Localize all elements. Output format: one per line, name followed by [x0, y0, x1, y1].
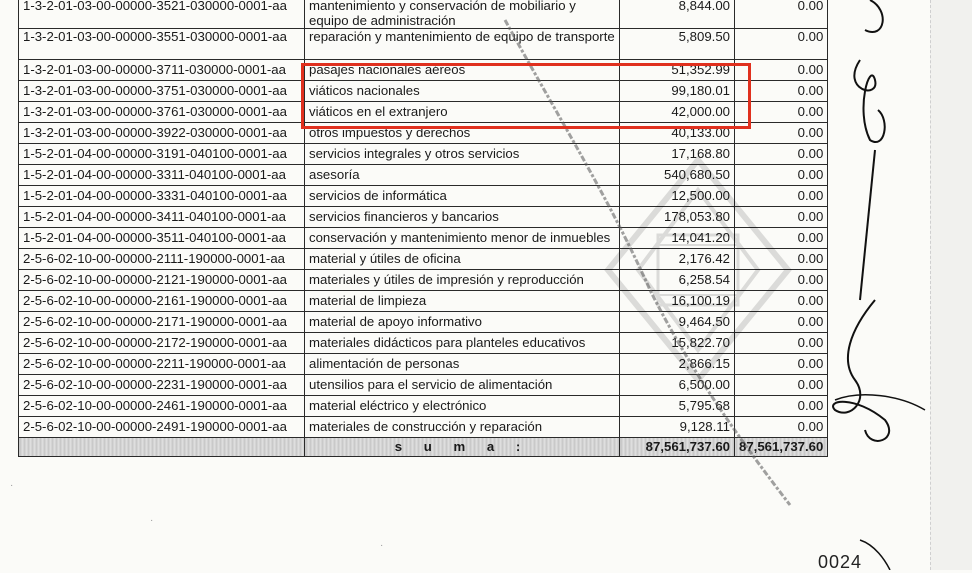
- ledger-row: [19, 144, 828, 165]
- previous-amount-cell: 0.00: [735, 29, 828, 60]
- ledger-row: [19, 123, 828, 144]
- previous-amount-cell: 0.00: [735, 417, 828, 438]
- page-edge-strip: [930, 0, 972, 570]
- previous-amount-cell: 0.00: [735, 102, 828, 123]
- scan-speck: ·: [380, 540, 384, 551]
- amount-cell: 5,809.50: [620, 29, 735, 60]
- amount-cell: 5,795.68: [620, 396, 735, 417]
- ledger-row: [19, 333, 828, 354]
- previous-amount-cell: 0.00: [735, 0, 828, 29]
- account-code-cell: 1-3-2-01-03-00-00000-3922-030000-0001-aa: [19, 123, 305, 144]
- amount-cell: 99,180.01: [620, 81, 735, 102]
- ledger-row: [19, 81, 828, 102]
- amount-cell: 178,053.80: [620, 207, 735, 228]
- previous-amount-cell: 0.00: [735, 144, 828, 165]
- sum-spacer-cell: [19, 438, 305, 457]
- ledger-row: [19, 291, 828, 312]
- previous-amount-cell: 0.00: [735, 249, 828, 270]
- amount-cell: 540,680.50: [620, 165, 735, 186]
- previous-amount-cell: 0.00: [735, 186, 828, 207]
- description-cell: servicios de informática: [305, 186, 620, 207]
- description-cell: alimentación de personas: [305, 354, 620, 375]
- ledger-row: [19, 396, 828, 417]
- ledger-row: [19, 312, 828, 333]
- amount-cell: 14,041.20: [620, 228, 735, 249]
- ledger-row: [19, 375, 828, 396]
- amount-cell: 16,100.19: [620, 291, 735, 312]
- sum-row: [19, 438, 828, 457]
- amount-cell: 6,500.00: [620, 375, 735, 396]
- account-code-cell: 1-3-2-01-03-00-00000-3711-030000-0001-aa: [19, 60, 305, 81]
- description-cell: material de limpieza: [305, 291, 620, 312]
- description-cell: reparación y mantenimiento de equipo de transporte: [305, 29, 620, 60]
- amount-cell: 40,133.00: [620, 123, 735, 144]
- account-code-cell: 1-5-2-01-04-00-00000-3311-040100-0001-aa: [19, 165, 305, 186]
- ledger-row: [19, 207, 828, 228]
- previous-amount-cell: 0.00: [735, 123, 828, 144]
- handwritten-signature: [830, 0, 930, 570]
- account-code-cell: 1-3-2-01-03-00-00000-3751-030000-0001-aa: [19, 81, 305, 102]
- description-cell: servicios integrales y otros servicios: [305, 144, 620, 165]
- previous-amount-cell: 0.00: [735, 165, 828, 186]
- account-code-cell: 2-5-6-02-10-00-00000-2111-190000-0001-aa: [19, 249, 305, 270]
- scan-speck: ·: [150, 515, 154, 526]
- account-code-cell: 1-3-2-01-03-00-00000-3521-030000-0001-aa: [19, 0, 305, 29]
- ledger-row: [19, 29, 828, 60]
- sum-label-cell: s u m a :: [305, 438, 620, 457]
- description-cell: asesoría: [305, 165, 620, 186]
- account-code-cell: 1-5-2-01-04-00-00000-3331-040100-0001-aa: [19, 186, 305, 207]
- amount-cell: 51,352.99: [620, 60, 735, 81]
- previous-amount-cell: 0.00: [735, 207, 828, 228]
- previous-amount-cell: 0.00: [735, 354, 828, 375]
- description-cell: conservación y mantenimiento menor de inmuebles: [305, 228, 620, 249]
- ledger-row: [19, 102, 828, 123]
- amount-cell: 17,168.80: [620, 144, 735, 165]
- ledger-row: [19, 165, 828, 186]
- amount-cell: 42,000.00: [620, 102, 735, 123]
- description-cell: servicios financieros y bancarios: [305, 207, 620, 228]
- account-code-cell: 2-5-6-02-10-00-00000-2161-190000-0001-aa: [19, 291, 305, 312]
- ledger-body: [19, 0, 828, 457]
- account-code-cell: 1-5-2-01-04-00-00000-3191-040100-0001-aa: [19, 144, 305, 165]
- amount-cell: 2,866.15: [620, 354, 735, 375]
- amount-cell: 12,500.00: [620, 186, 735, 207]
- description-cell: viáticos nacionales: [305, 81, 620, 102]
- previous-amount-cell: 0.00: [735, 228, 828, 249]
- ledger-row: [19, 186, 828, 207]
- ledger-row: [19, 417, 828, 438]
- amount-cell: 15,822.70: [620, 333, 735, 354]
- description-cell: materiales didácticos para planteles educativos: [305, 333, 620, 354]
- account-code-cell: 2-5-6-02-10-00-00000-2121-190000-0001-aa: [19, 270, 305, 291]
- scan-speck: ·: [10, 480, 14, 491]
- description-cell: material de apoyo informativo: [305, 312, 620, 333]
- account-code-cell: 1-3-2-01-03-00-00000-3761-030000-0001-aa: [19, 102, 305, 123]
- description-cell: materiales y útiles de impresión y reproducción: [305, 270, 620, 291]
- previous-amount-cell: 0.00: [735, 396, 828, 417]
- page-number: 0024: [818, 552, 863, 572]
- sum-amount-cell: 87,561,737.60: [620, 438, 735, 457]
- previous-amount-cell: 0.00: [735, 291, 828, 312]
- amount-cell: 2,176.42: [620, 249, 735, 270]
- previous-amount-cell: 0.00: [735, 270, 828, 291]
- amount-cell: 6,258.54: [620, 270, 735, 291]
- ledger-row: [19, 249, 828, 270]
- previous-amount-cell: 0.00: [735, 375, 828, 396]
- account-code-cell: 1-5-2-01-04-00-00000-3411-040100-0001-aa: [19, 207, 305, 228]
- description-cell: material eléctrico y electrónico: [305, 396, 620, 417]
- previous-amount-cell: 0.00: [735, 81, 828, 102]
- account-code-cell: 2-5-6-02-10-00-00000-2461-190000-0001-aa: [19, 396, 305, 417]
- ledger-row: [19, 354, 828, 375]
- description-cell: utensilios para el servicio de alimentación: [305, 375, 620, 396]
- description-cell: materiales de construcción y reparación: [305, 417, 620, 438]
- description-cell: material y útiles de oficina: [305, 249, 620, 270]
- ledger-row: [19, 270, 828, 291]
- description-cell: pasajes nacionales aéreos: [305, 60, 620, 81]
- ledger-row: [19, 0, 828, 29]
- previous-amount-cell: 0.00: [735, 333, 828, 354]
- account-code-cell: 2-5-6-02-10-00-00000-2491-190000-0001-aa: [19, 417, 305, 438]
- description-cell: viáticos en el extranjero: [305, 102, 620, 123]
- account-code-cell: 1-3-2-01-03-00-00000-3551-030000-0001-aa: [19, 29, 305, 60]
- budget-ledger-table: [18, 0, 828, 457]
- previous-amount-cell: 0.00: [735, 312, 828, 333]
- amount-cell: 9,464.50: [620, 312, 735, 333]
- previous-amount-cell: 0.00: [735, 60, 828, 81]
- description-cell: otros impuestos y derechos: [305, 123, 620, 144]
- ledger-row: [19, 228, 828, 249]
- account-code-cell: 2-5-6-02-10-00-00000-2211-190000-0001-aa: [19, 354, 305, 375]
- account-code-cell: 2-5-6-02-10-00-00000-2171-190000-0001-aa: [19, 312, 305, 333]
- ledger-row: [19, 60, 828, 81]
- account-code-cell: 2-5-6-02-10-00-00000-2231-190000-0001-aa: [19, 375, 305, 396]
- amount-cell: 8,844.00: [620, 0, 735, 29]
- account-code-cell: 1-5-2-01-04-00-00000-3511-040100-0001-aa: [19, 228, 305, 249]
- sum-previous-cell: 87,561,737.60: [735, 438, 828, 457]
- amount-cell: 9,128.11: [620, 417, 735, 438]
- account-code-cell: 2-5-6-02-10-00-00000-2172-190000-0001-aa: [19, 333, 305, 354]
- description-cell: mantenimiento y conservación de mobiliario y equipo de administración: [305, 0, 620, 29]
